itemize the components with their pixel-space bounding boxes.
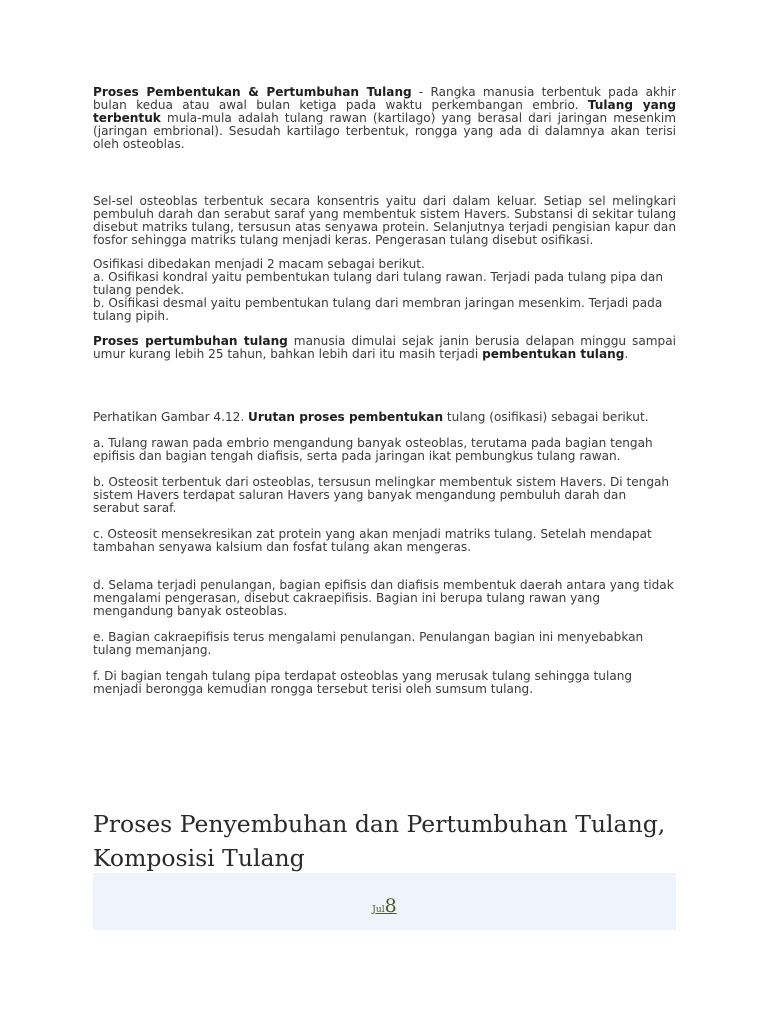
paragraph-text: - Rangka manusia terbentuk pada akhir bulan kedua atau awal bulan ketiga pada waktu perkembangan embrio. (93, 85, 676, 112)
post-date-link[interactable] (93, 895, 676, 917)
list-item-b: b. Osteosit terbentuk dari osteoblas, tersusun melingkar membentuk sistem Havers. Di tengah sistem Havers terdapat saluran Havers yang banyak mengandung pembuluh darah dan serabut saraf. (93, 475, 670, 515)
bold-term: pembentukan tulang (482, 347, 625, 361)
paragraph-text: tulang (osifikasi) sebagai berikut. (443, 410, 649, 424)
list-item-d: d. Selama terjadi penulangan, bagian epifisis dan diafisis membentuk daerah antara yang tidak mengalami pengerasan, disebut cakraepifisis. Bagian ini berupa tulang rawan yang mengandung banyak osteoblas. (93, 578, 674, 618)
list-item-c: c. Osteosit mensekresikan zat protein yang akan menjadi matriks tulang. Setelah mendapat tambahan senyawa kalsium dan fosfat tulang akan mengeras. (93, 527, 652, 554)
paragraph-line: Osifikasi dibedakan menjadi 2 macam sebagai berikut. (93, 257, 425, 271)
paragraph-text: manusia dimulai sejak janin berusia delapan minggu sampai umur kurang lebih 25 tahun, bahkan lebih dari itu masih terjadi (93, 334, 676, 361)
post-title: Proses Penyembuhan dan Pertumbuhan Tulang, Komposisi Tulang (93, 810, 666, 872)
paragraph-text: . (624, 347, 629, 361)
article-body (93, 86, 676, 696)
list-item: a. Osifikasi kondral yaitu pembentukan tulang dari tulang rawan. Terjadi pada tulang pipa dan tulang pendek. (93, 270, 664, 297)
date-day: 8 (384, 895, 397, 917)
list-item: b. Osifikasi desmal yaitu pembentukan tulang dari membran jaringan mesenkim. Terjadi pada tulang pipih. (93, 296, 663, 323)
bold-term: Proses Pembentukan & Pertumbuhan Tulang (93, 85, 412, 99)
date-month: Jul (372, 905, 385, 915)
bold-term: Proses pertumbuhan tulang (93, 334, 288, 348)
paragraph-osteoblas: Sel-sel osteoblas terbentuk secara konsentris yaitu dari dalam keluar. Setiap sel melingkari pembuluh darah dan serabut saraf yang membentuk sistem Havers. Substansi di sekitar tulang disebut matriks tulang, tersusun atas senyawa protein. Selanjutnya terjadi pengisian kapur dan fosfor sehingga matriks tulang menjadi keras. Pengerasan tulang disebut osifikasi. (93, 194, 676, 247)
post-date-banner (93, 873, 676, 930)
bold-term: Tulang yang terbentuk (93, 98, 677, 125)
bold-term: Urutan proses pembentukan (248, 410, 444, 424)
paragraph-osifikasi (93, 258, 676, 323)
paragraph-text: mula-mula adalah tulang rawan (kartilago) yang berasal dari jaringan mesenkim (jaringan embrional). Sesudah kartilago terbentuk, rongga yang ada di dalamnya akan terisi oleh osteoblas. (93, 111, 676, 151)
paragraph-urutan (93, 411, 676, 424)
list-item-a: a. Tulang rawan pada embrio mengandung banyak osteoblas, terutama pada bagian tengah epifisis dan bagian tengah diafisis, serta pada jaringan ikat pembungkus tulang rawan. (93, 436, 653, 463)
paragraph-pertumbuhan (93, 335, 676, 361)
list-item-e: e. Bagian cakraepifisis terus mengalami penulangan. Penulangan bagian ini menyebabkan tulang memanjang. (93, 630, 644, 657)
list-item-f: f. Di bagian tengah tulang pipa terdapat osteoblas yang merusak tulang sehingga tulang menjadi berongga kemudian rongga tersebut terisi oleh sumsum tulang. (93, 669, 633, 696)
paragraph-intro (93, 86, 676, 151)
paragraph-text: Perhatikan Gambar 4.12. (93, 410, 249, 424)
